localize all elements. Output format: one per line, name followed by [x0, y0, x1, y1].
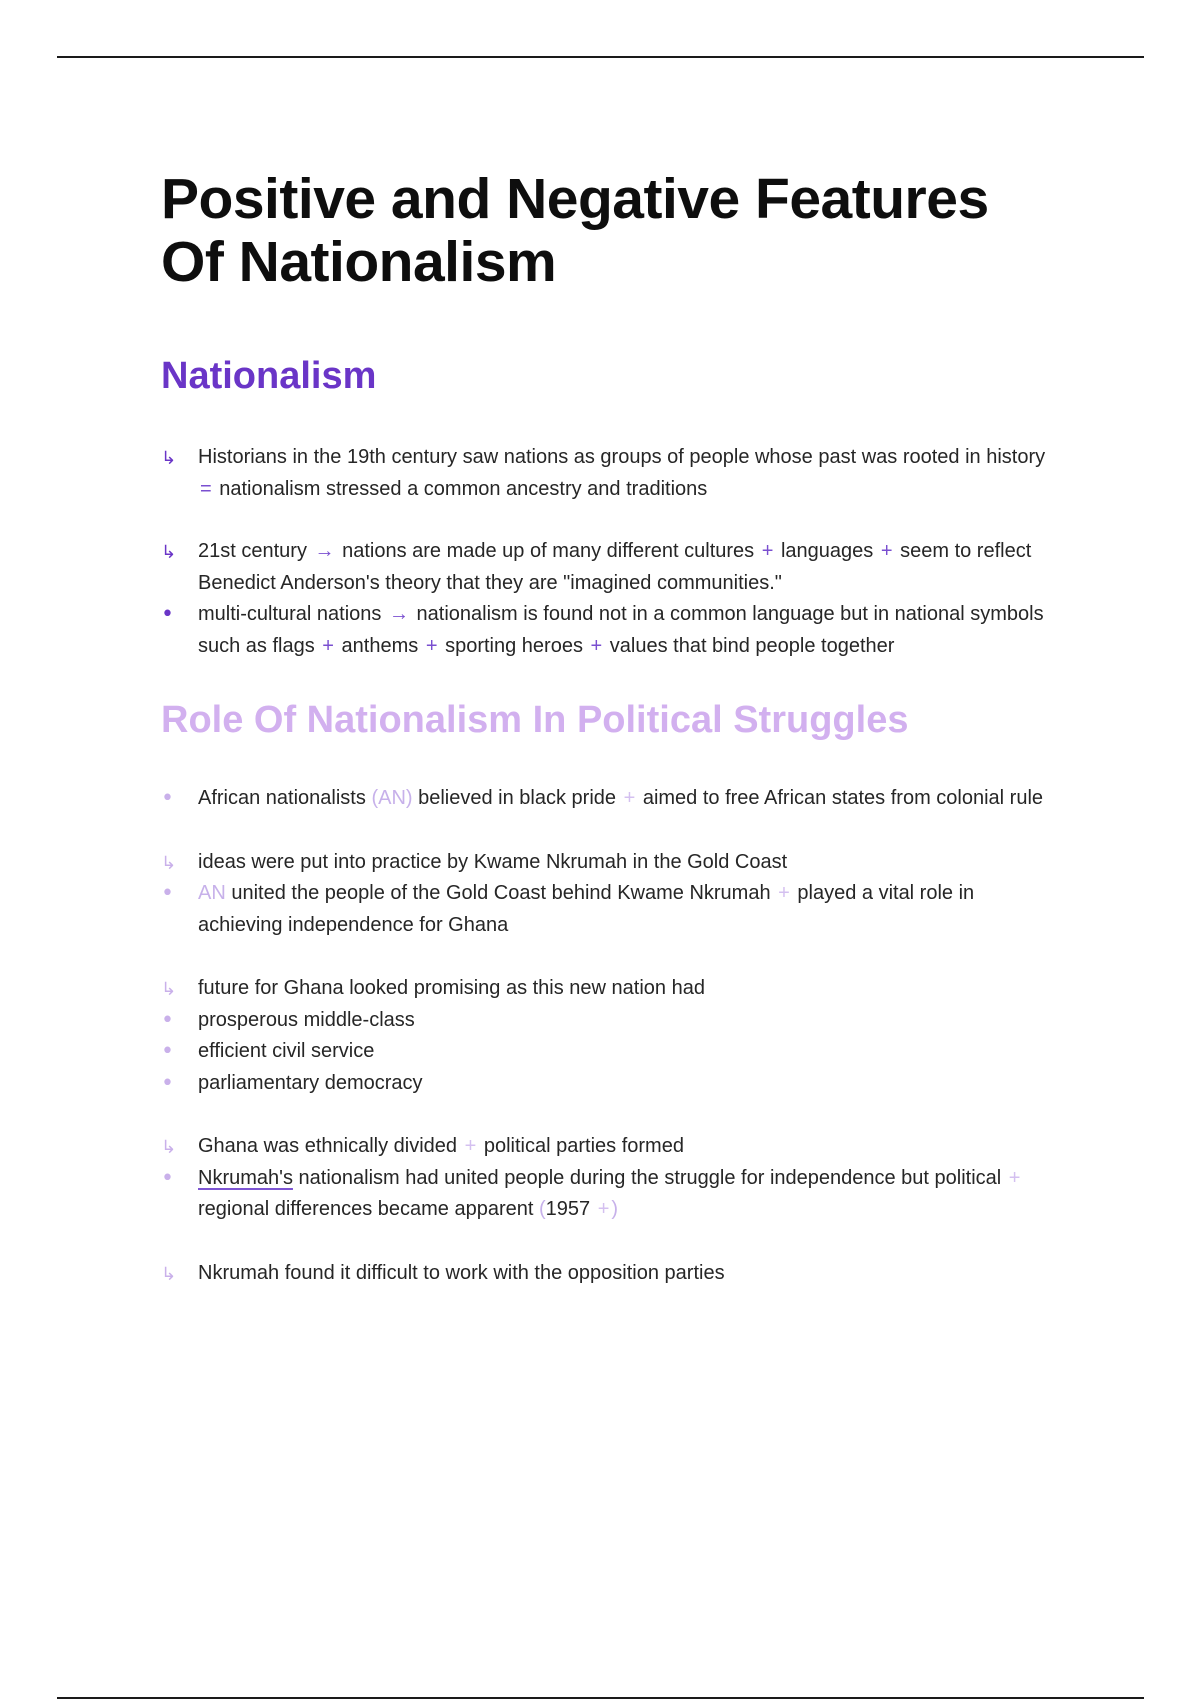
paren-close: ) — [611, 1198, 619, 1220]
bullet-dot-icon: • — [161, 1039, 174, 1064]
bullet-dot-icon: • — [161, 1070, 174, 1096]
underlined-term: Nkrumah's — [198, 1166, 293, 1189]
abbreviation-label: AN — [198, 882, 226, 904]
top-rule — [57, 56, 1144, 58]
list-item: • efficient civil service — [161, 1036, 1061, 1068]
list-item: ↳ ideas were put into practice by Kwame Nkrumah in the Gold Coast — [161, 847, 1061, 879]
list-item: ↳ Nkrumah found it difficult to work with the opposition parties — [161, 1258, 1061, 1290]
section-heading-political-struggles: Role Of Nationalism In Political Struggles — [161, 699, 909, 741]
list-item: ↳ Ghana was ethnically divided + political parties formed — [161, 1131, 1061, 1163]
document-body — [161, 168, 1061, 1289]
year-label: 1957 — [545, 1198, 591, 1220]
right-arrow-symbol: → — [314, 540, 335, 562]
right-arrow-symbol: → — [388, 603, 409, 625]
abbreviation-label: (AN) — [371, 787, 413, 809]
nationalism-list — [161, 442, 1061, 662]
political-struggles-list — [161, 783, 1061, 1289]
return-arrow-icon: ↳ — [161, 852, 177, 874]
return-arrow-icon: ↳ — [161, 542, 177, 563]
return-arrow-icon: ↳ — [161, 1263, 177, 1285]
return-arrow-icon: ↳ — [161, 979, 177, 1000]
bottom-rule — [57, 1697, 1144, 1699]
page-title: Positive and Negative Features Of Nationalism — [161, 167, 989, 294]
bullet-dot-icon: • — [161, 602, 174, 627]
plus-symbol: + — [1008, 1166, 1021, 1189]
return-arrow-icon: ↳ — [161, 1137, 177, 1158]
bullet-dot-icon: • — [161, 1007, 174, 1033]
return-arrow-icon: ↳ — [161, 448, 177, 469]
plus-symbol: + — [464, 1135, 477, 1157]
list-item: • multi-cultural nations → nationalism is found not in a common language but in national symbols such as flags + anthems + sporting heroes + values that bind people together — [161, 599, 1061, 662]
bullet-dot-icon: • — [161, 1165, 174, 1191]
list-item: • parliamentary democracy — [161, 1068, 1061, 1100]
plus-symbol: + — [597, 1198, 610, 1220]
plus-symbol: + — [425, 634, 438, 657]
plus-symbol: + — [322, 634, 334, 657]
list-item: • prosperous middle-class — [161, 1005, 1061, 1037]
list-item: ↳ future for Ghana looked promising as this new nation had — [161, 973, 1061, 1005]
plus-symbol: + — [761, 540, 774, 562]
paren-open: ( — [538, 1198, 546, 1220]
bullet-dot-icon: • — [161, 881, 174, 906]
plus-symbol: + — [778, 882, 790, 904]
plus-symbol: + — [880, 540, 893, 562]
bullet-dot-icon: • — [161, 786, 174, 811]
plus-symbol: + — [590, 634, 603, 657]
list-item: • African nationalists (AN) believed in black pride + aimed to free African states from colonial rule — [161, 783, 1061, 815]
list-item: ↳ Historians in the 19th century saw nations as groups of people whose past was rooted in history = nationalism stressed a common ancestry and traditions — [161, 442, 1061, 505]
list-item: ↳ 21st century → nations are made up of many different cultures + languages + seem to reflect Benedict Anderson's theory that they are "imagined communities." — [161, 536, 1061, 599]
list-item: • AN united the people of the Gold Coast behind Kwame Nkrumah + played a vital role in achieving independence for Ghana — [161, 878, 1061, 941]
plus-symbol: + — [623, 787, 636, 809]
equals-symbol: = — [200, 477, 212, 500]
list-item: • Nkrumah's nationalism had united people during the struggle for independence but political + regional differences became apparent (1957 + ) — [161, 1163, 1061, 1226]
section-heading-nationalism: Nationalism — [161, 355, 377, 397]
